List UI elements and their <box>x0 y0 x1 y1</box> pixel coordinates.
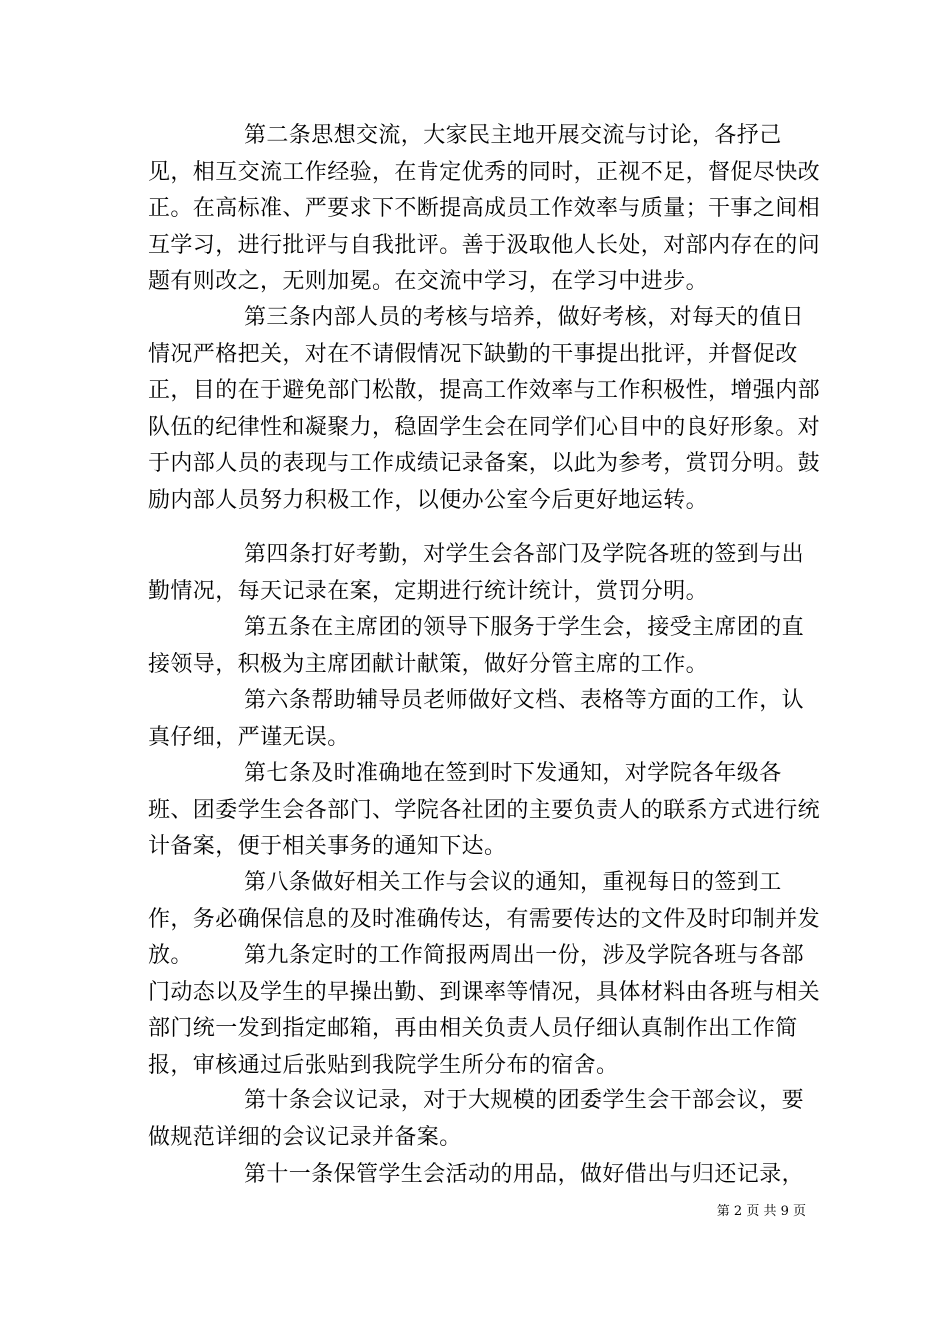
page-number: 第 2 页 共 9 页 <box>716 1204 806 1219</box>
article-9: 第九条定时的工作简报两周出一份，涉及学院各班与各部门动态以及学生的早操出勤、到课率等情况，具体材料由各班与相关部门统一发到指定邮箱，再由相关负责人员仔细认真制作出工作简报，审核通过后张贴到我院学生所分布的宿舍。 <box>148 943 821 1078</box>
article-2: 第二条思想交流，大家民主地开展交流与讨论，各抒己见，相互交流工作经验，在肯定优秀的同时，正视不足，督促尽快改正。在高标准、严要求下不断提高成员工作效率与质量；干事之间相互学习，进行批评与自我批评。善于汲取他人长处，对部内存在的问题有则改之，无则加冕。在交流中学习，在学习中进步。 <box>148 123 821 294</box>
article-10: 第十条会议记录，对于大规模的团委学生会干部会议，要做规范详细的会议记录并备案。 <box>148 1088 805 1150</box>
article-8: 第八条做好相关工作与会议的通知，重视每日的签到工作，务必确保信息的及时准确传达，有需要传达的文件及时印制并发放。 <box>148 870 821 968</box>
article-5: 第五条在主席团的领导下服务于学生会，接受主席团的直接领导，积极为主席团献计献策，做好分管主席的工作。 <box>148 615 805 677</box>
article-11: 第十一条保管学生会活动的用品，做好借出与归还记录， <box>244 1162 805 1187</box>
article-6: 第六条帮助辅导员老师做好文档、表格等方面的工作，认真仔细，严谨无误。 <box>148 688 805 750</box>
article-4: 第四条打好考勤，对学生会各部门及学院各班的签到与出勤情况，每天记录在案，定期进行统计统计，赏罚分明。 <box>148 542 805 604</box>
article-7: 第七条及时准确地在签到时下发通知，对学院各年级各班、团委学生会各部门、学院各社团的主要负责人的联系方式进行统计备案，便于相关事务的通知下达。 <box>148 761 821 859</box>
article-3: 第三条内部人员的考核与培养，做好考核，对每天的值日情况严格把关，对在不请假情况下缺勤的干事提出批评，并督促改正，目的在于避免部门松散，提高工作效率与工作积极性，增强内部队伍的纪律性和凝聚力，稳固学生会在同学们心目中的良好形象。对于内部人员的表现与工作成绩记录备案，以此为参考，赏罚分明。鼓励内部人员努力积极工作，以便办公室今后更好地运转。 <box>148 305 821 513</box>
